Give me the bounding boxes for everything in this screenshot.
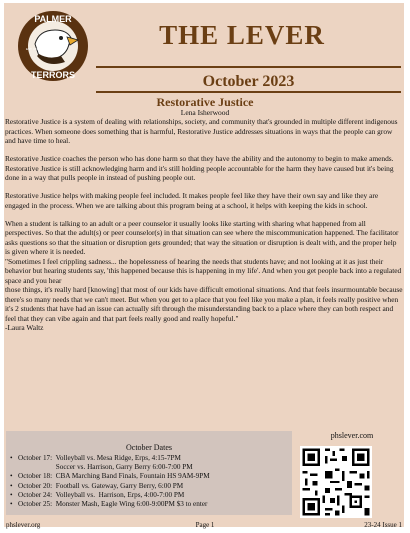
palmer-terrors-logo xyxy=(17,10,89,82)
event-item: • October 25: Monster Mash, Eagle Wing 6:00-9:00PM $3 to enter xyxy=(10,500,292,509)
event-item: • October 18: CBA Marching Band Finals, Fountain HS 9AM-9PM xyxy=(10,472,292,481)
event-item: • October 24: Volleyball vs. Harrison, Erps, 4:00-7:00 PM xyxy=(10,491,292,500)
logo-top-text: PALMER xyxy=(34,14,72,24)
events-list xyxy=(6,454,292,509)
footer-website: phslever.org xyxy=(6,521,41,529)
title-divider xyxy=(96,66,401,68)
event-item: Soccer vs. Harrison, Garry Berry 6:00-7:00 PM xyxy=(18,463,193,472)
footer-issue: 23-24 Issue 1 xyxy=(364,521,402,529)
article-paragraph: Restorative Justice is a system of dealing with relationships, society, and community that's grounded in multiple different indigenous practices. When someone does something that is harmful, Restorative Justice addresses situations in ways that the people can grow and have time to heal. xyxy=(5,117,398,145)
newsletter-title: THE LEVER xyxy=(159,20,325,50)
qr-label: phslever.com xyxy=(330,431,374,440)
qr-code[interactable] xyxy=(300,446,372,518)
issue-date: October 2023 xyxy=(202,73,295,90)
article-paragraph: Restorative Justice helps with making people feel included. It makes people feel like they have their own say and like they are engaged in the process. When we are talking about this program being at a school, it helps with keeping the kids in school. xyxy=(5,191,379,210)
article-body xyxy=(5,117,403,341)
event-item: • October 20: Football vs. Gateway, Garry Berry, 6:00 PM xyxy=(10,482,292,491)
article-author: Lena Isherwood xyxy=(180,108,230,117)
date-divider xyxy=(96,91,401,93)
article-headline: Restorative Justice xyxy=(156,95,254,109)
events-title: October Dates xyxy=(126,443,172,452)
logo-bottom-text: TERRORS xyxy=(30,70,76,80)
footer-page-number: Page 1 xyxy=(195,521,215,529)
article-paragraph: When a student is talking to an adult or a peer counselor it usually looks like starting with sharing what happened from all perspectives. So that the adult(s) or peer counselor(s) in that situation can see where the miscommunication happened. The facilitator asks questions so that the situation or disruption gets grounded; that way the situation or disruption is dealt with, and the proper help is given where it is needed. "Sometimes I feel crippling sadness... the hopelessness of hearing the needs that students have; and not looking at it as just their behavior but hearing students say, 'this happened because this is happening in my life'. And when you get people back into a regulated space and you hear those things, it's really hard [knowing] that most of our kids have difficult emotional situations. And that feels insurmountable because there's so many needs that we can't meet. But when you get to a place that you feel like you make a plan, it feels really positive when it's 2 students that have had an issue can actually sift through the misunderstanding back to a place where they can both respect and feel that they can vibe again and that part feels really good and really hopeful." -Laura Waltz xyxy=(5,218,403,332)
logo-side-text: EST. 1976 xyxy=(26,47,40,51)
article-paragraph: Restorative Justice coaches the person who has done harm so that they have the ability and the autonomy to begin to make amends. Restorative Justice is still acknowledging harm and it's still holding people accountable for the harm they have caused but it's being done in a way that pulls people in instead of pushing people out. xyxy=(5,154,394,182)
october-dates-box xyxy=(6,431,292,515)
event-item: • October 17: Volleyball vs. Mesa Ridge, Erps, 4:15-7PM xyxy=(10,454,292,463)
